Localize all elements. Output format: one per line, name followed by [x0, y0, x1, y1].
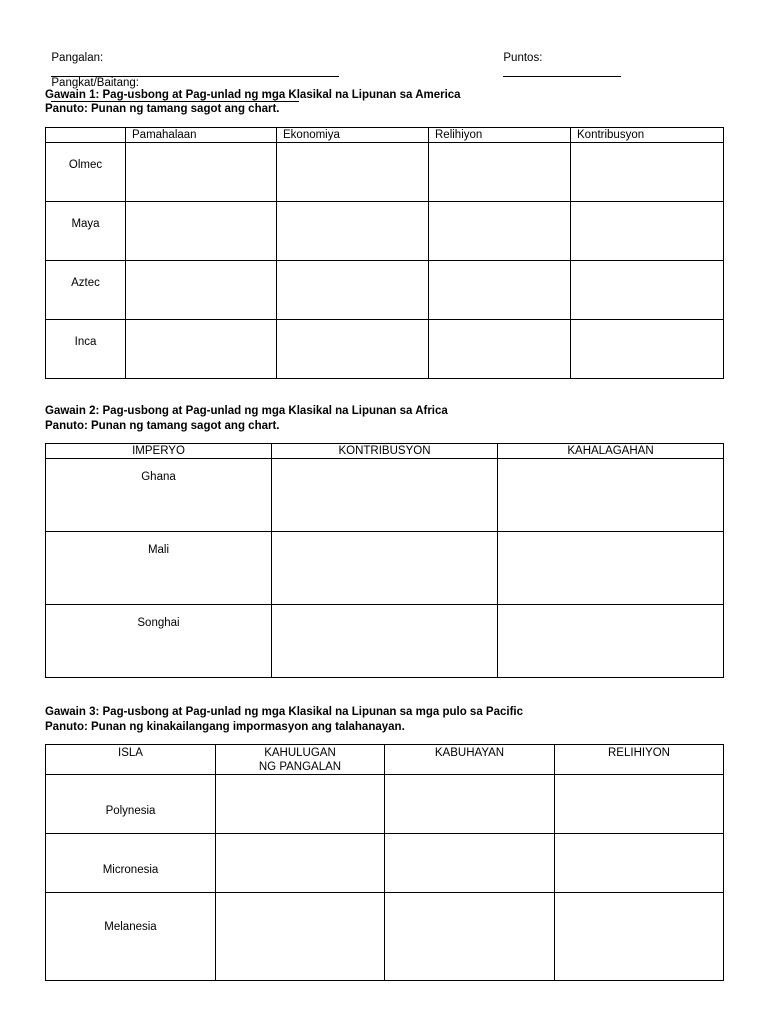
answer-cell[interactable]	[126, 261, 277, 320]
answer-cell[interactable]	[216, 775, 385, 834]
answer-cell[interactable]	[498, 459, 724, 532]
answer-cell[interactable]	[277, 143, 429, 202]
table-row	[46, 143, 724, 202]
answer-cell[interactable]	[272, 459, 498, 532]
column-header: Pamahalaan	[126, 128, 277, 143]
table-row	[46, 893, 724, 981]
answer-cell[interactable]	[429, 320, 571, 379]
row-label: Aztec	[46, 261, 126, 320]
answer-cell[interactable]	[277, 261, 429, 320]
answer-cell[interactable]	[571, 261, 724, 320]
column-header: KAHULUGAN NG PANGALAN	[216, 745, 385, 775]
answer-cell[interactable]	[571, 320, 724, 379]
answer-cell[interactable]	[216, 834, 385, 893]
column-header: ISLA	[46, 745, 216, 775]
answer-cell[interactable]	[385, 893, 555, 981]
answer-cell[interactable]	[498, 605, 724, 678]
table-row	[46, 459, 724, 532]
table-row	[46, 202, 724, 261]
answer-cell[interactable]	[272, 532, 498, 605]
table-row	[46, 261, 724, 320]
row-label: Polynesia	[46, 775, 216, 834]
gawain1-title: Gawain 1: Pag-usbong at Pag-unlad ng mga Klasikal na Lipunan sa America	[45, 89, 461, 101]
column-header: IMPERYO	[46, 444, 272, 459]
gawain2-table	[45, 443, 724, 678]
row-label: Songhai	[46, 605, 272, 678]
column-header: RELIHIYON	[555, 745, 724, 775]
name-label: Pangalan:	[51, 52, 104, 64]
answer-cell[interactable]	[429, 143, 571, 202]
answer-cell[interactable]	[555, 834, 724, 893]
answer-cell[interactable]	[555, 893, 724, 981]
table-header-row	[46, 444, 724, 459]
answer-cell[interactable]	[385, 834, 555, 893]
table-header-row	[46, 745, 724, 775]
column-header: Relihiyon	[429, 128, 571, 143]
table-row	[46, 320, 724, 379]
column-header	[46, 128, 126, 143]
table-header-row	[46, 128, 724, 143]
column-header: KABUHAYAN	[385, 745, 555, 775]
column-header: KAHALAGAHAN	[498, 444, 724, 459]
score-label: Puntos:	[503, 52, 543, 64]
answer-cell[interactable]	[126, 202, 277, 261]
answer-cell[interactable]	[429, 261, 571, 320]
row-label: Melanesia	[46, 893, 216, 981]
row-label: Micronesia	[46, 834, 216, 893]
score-field	[497, 40, 621, 80]
row-label: Olmec	[46, 143, 126, 202]
answer-cell[interactable]	[272, 605, 498, 678]
answer-cell[interactable]	[277, 320, 429, 379]
gawain1-table	[45, 127, 724, 379]
table-row	[46, 532, 724, 605]
gawain1-instruction: Panuto: Punan ng tamang sagot ang chart.	[45, 103, 280, 115]
row-label: Inca	[46, 320, 126, 379]
answer-cell[interactable]	[555, 775, 724, 834]
gawain2-title: Gawain 2: Pag-usbong at Pag-unlad ng mga Klasikal na Lipunan sa Africa	[45, 405, 448, 417]
row-label: Ghana	[46, 459, 272, 532]
row-label: Mali	[46, 532, 272, 605]
group-label: Pangkat/Baitang:	[51, 77, 139, 89]
answer-cell[interactable]	[126, 143, 277, 202]
table-row	[46, 605, 724, 678]
gawain3-title: Gawain 3: Pag-usbong at Pag-unlad ng mga Klasikal na Lipunan sa mga pulo sa Pacific	[45, 706, 523, 718]
answer-cell[interactable]	[571, 202, 724, 261]
answer-cell[interactable]	[571, 143, 724, 202]
table-row	[46, 834, 724, 893]
row-label: Maya	[46, 202, 126, 261]
answer-cell[interactable]	[277, 202, 429, 261]
answer-cell[interactable]	[216, 893, 385, 981]
answer-cell[interactable]	[385, 775, 555, 834]
score-blank[interactable]	[503, 64, 621, 77]
gawain2-instruction: Panuto: Punan ng tamang sagot ang chart.	[45, 420, 280, 432]
table-row	[46, 775, 724, 834]
column-header: Ekonomiya	[277, 128, 429, 143]
answer-cell[interactable]	[429, 202, 571, 261]
column-header: Kontribusyon	[571, 128, 724, 143]
gawain3-instruction: Panuto: Punan ng kinakailangang impormasyon ang talahanayan.	[45, 721, 405, 733]
answer-cell[interactable]	[498, 532, 724, 605]
gawain3-table	[45, 744, 724, 981]
answer-cell[interactable]	[126, 320, 277, 379]
column-header: KONTRIBUSYON	[272, 444, 498, 459]
